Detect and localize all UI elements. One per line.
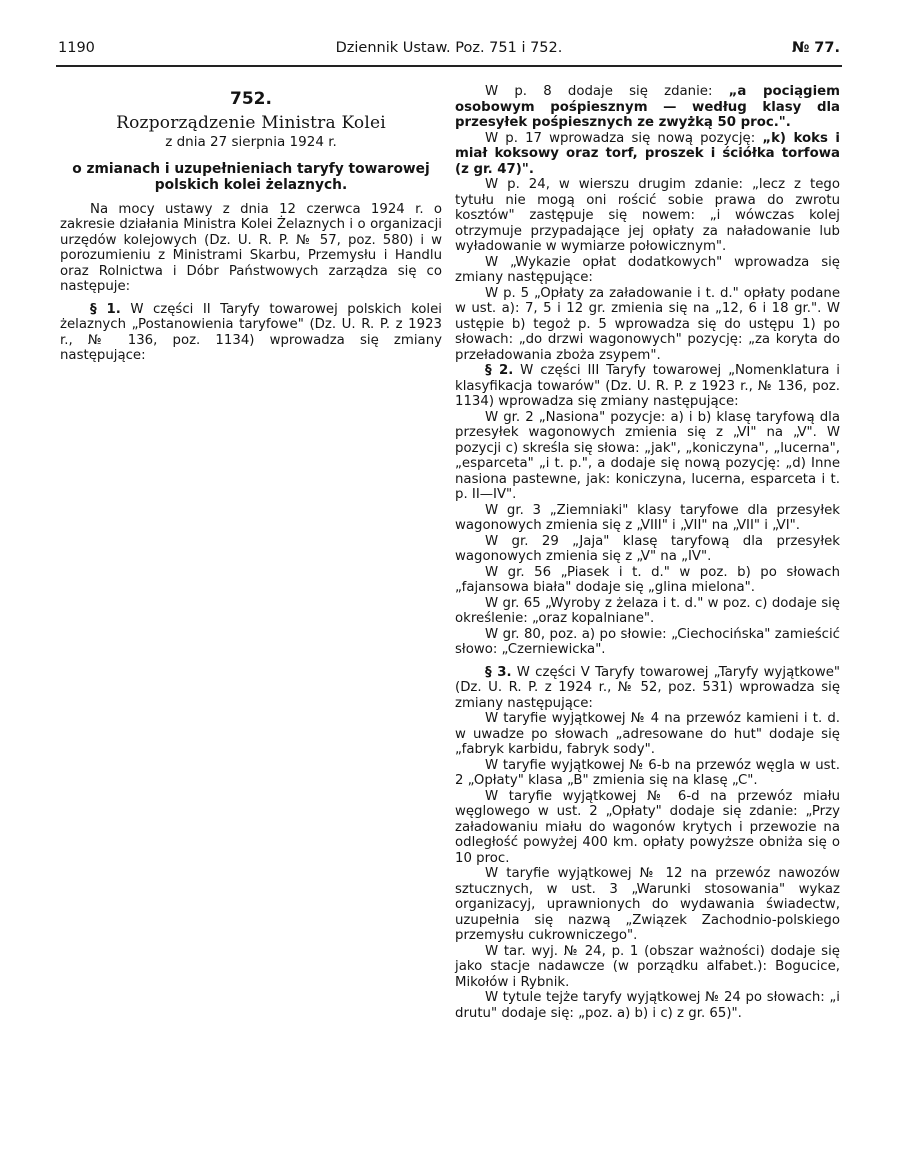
act-number: 752. (230, 89, 272, 109)
paragraph: W gr. 3 „Ziemniaki" klasy taryfowe dla przesyłek wagonowych zmienia się z „VIII" i „VII" na „VII" i „VI". (455, 502, 840, 533)
paragraph: W tytule tejże taryfy wyjątkowej № 24 po słowach: „i drutu" dodaje się: „poz. a) b) i c) z gr. 65)". (455, 990, 840, 1021)
paragraph: W gr. 29 „Jaja" klasę taryfową dla przesyłek wagonowych zmienia się z „V" na „IV". (455, 533, 840, 564)
section-1-text: W części II Taryfy towarowej polskich kolei żelaznych „Postanowienia taryfowe" (Dz. U. R. P. z 1923 r., № 136, poz. 1134) wprowadza się zmiany następujące: (60, 301, 442, 363)
section-1-mark: § 1. (90, 301, 121, 317)
paragraph: W gr. 56 „Piasek i t. d." w poz. b) po słowach „fajansowa biała" dodaje się „glina mielona". (455, 564, 840, 595)
paragraph: W p. 24, w wierszu drugim zdanie: „lecz z tego tytułu nie mogą oni rościć sobie prawa do zwrotu kosztów" zastępuje się nowem: „i wówczas kolej otrzymuje przypadające jej opłaty za naładowanie lub wyładowanie w wymiarze połowicznym". (455, 177, 840, 254)
act-title: Rozporządzenie Ministra Kolei (116, 112, 386, 133)
section-2-mark: § 2. (485, 363, 514, 378)
paragraph: W gr. 65 „Wyroby z żelaza i t. d." w poz. c) dodaje się określenie: „oraz kopalniane". (455, 595, 840, 626)
paragraph: W „Wykazie opłat dodatkowych" wprowadza się zmiany następujące: (455, 254, 840, 285)
act-date: z dnia 27 sierpnia 1924 r. (165, 134, 337, 150)
issue-number: № 77. (791, 40, 840, 56)
paragraph: W taryfie wyjątkowej № 12 na przewóz nawozów sztucznych, w ust. 3 „Warunki stosowania" wykaz organizacyj, uprawnionych do wydawania świadectw, uzupełnia się nazwą „Związek Zachodnio-polskiego przemysłu cukrowniczego". (455, 866, 840, 943)
section-3-paragraph (455, 665, 840, 712)
running-title: Dziennik Ustaw. Poz. 751 i 752. (335, 40, 563, 56)
section-1-paragraph (60, 302, 442, 364)
section-3-text: W części V Taryfy towarowej „Taryfy wyjątkowe" (Dz. U. R. P. z 1924 r., № 52, poz. 531) wprowadza się zmiany następujące: (455, 664, 840, 711)
paragraph-lead: W p. 17 wprowadza się nową pozycję: (485, 130, 763, 146)
paragraph: W gr. 2 „Nasiona" pozycje: a) i b) klasę taryfową dla przesyłek wagonowych zmienia się z „VI" na „V". W pozycji c) skreśla się słowa: „jak", „koniczyna", „lucerna", „esparceta" „i t. p.", a dodaje się nową pozycję: „d) Inne nasiona pastewne, jak: koniczyna, lucerna, esparceta i t. p. II—IV". (455, 409, 840, 502)
preamble-paragraph: Na mocy ustawy z dnia 12 czerwca 1924 r. o zakresie działania Ministra Kolei Żelaznych i o organizacji urzędów kolejowych (Dz. U. R. P. № 57, poz. 580) i w porozumieniu z Ministrami Skarbu, Przemysłu i Handlu oraz Rolnictwa i Dóbr Państwowych zarządza się co następuje: (60, 201, 442, 294)
paragraph-quote: „a pociągiem osobowym pośpiesznym — według klasy dla przesyłek pośpiesznych ze zwyżką 50 proc.". (455, 84, 841, 130)
left-column (60, 89, 442, 364)
section-2-text: W części III Taryfy towarowej „Nomenklatura i klasyfikacja towarów" (Dz. U. R. P. z 1923 r., № 136, poz. 1134) wprowadza się zmiany następujące: (455, 363, 840, 409)
paragraph (455, 131, 840, 178)
header-rule (56, 65, 842, 67)
paragraph: W gr. 80, poz. a) po słowie: „Ciechocińska" zamieścić słowo: „Czerniewicka". (455, 626, 840, 657)
paragraph-quote: „k) koks i miał koksowy oraz torf, proszek i ściółka torfowa (z gr. 47)". (455, 130, 840, 177)
paragraph: W p. 5 „Opłaty za załadowanie i t. d." opłaty podane w ust. a): 7, 5 i 12 gr. zmienia się na „12, 6 i 18 gr.". W ustępie b) tegoż p. 5 wprowadza się do ustępu 1) po słowach: „do drzwi wagonowych" pozycję: „za koryta do przeładowania zboża zsypem". (455, 285, 840, 363)
page-number: 1190 (58, 40, 95, 56)
section-2-paragraph (455, 363, 840, 410)
paragraph: W taryfie wyjątkowej № 6-b na przewóz węgla w ust. 2 „Opłaty" klasa „B" zmienia się na klasę „C". (455, 757, 840, 788)
section-3-mark: § 3. (485, 664, 512, 680)
paragraph: W taryfie wyjątkowej № 6-d na przewóz miału węglowego w ust. 2 „Opłaty" dodaje się zdanie: „Przy załadowaniu miału do wagonów krytych i przewozie na odległość powyżej 400 km. opłaty powyższe obniża się o 10 proc. (455, 788, 840, 866)
paragraph: W tar. wyj. № 24, p. 1 (obszar ważności) dodaje się jako stacje nadawcze (w porządku alfabet.): Bogucice, Mikołów i Rybnik. (455, 943, 840, 990)
paragraph: W taryfie wyjątkowej № 4 na przewóz kamieni i t. d. w uwadze po słowach „adresowane do hut" dodaje się „fabryk karbidu, fabryk sody". (455, 711, 840, 757)
right-column (455, 84, 840, 1021)
act-subject: o zmianach i uzupełnieniach taryfy towarowej polskich kolei żelaznych. (72, 160, 430, 193)
page-header (58, 40, 840, 60)
paragraph (455, 84, 840, 131)
paragraph-lead: W p. 8 dodaje się zdanie: (485, 84, 729, 99)
